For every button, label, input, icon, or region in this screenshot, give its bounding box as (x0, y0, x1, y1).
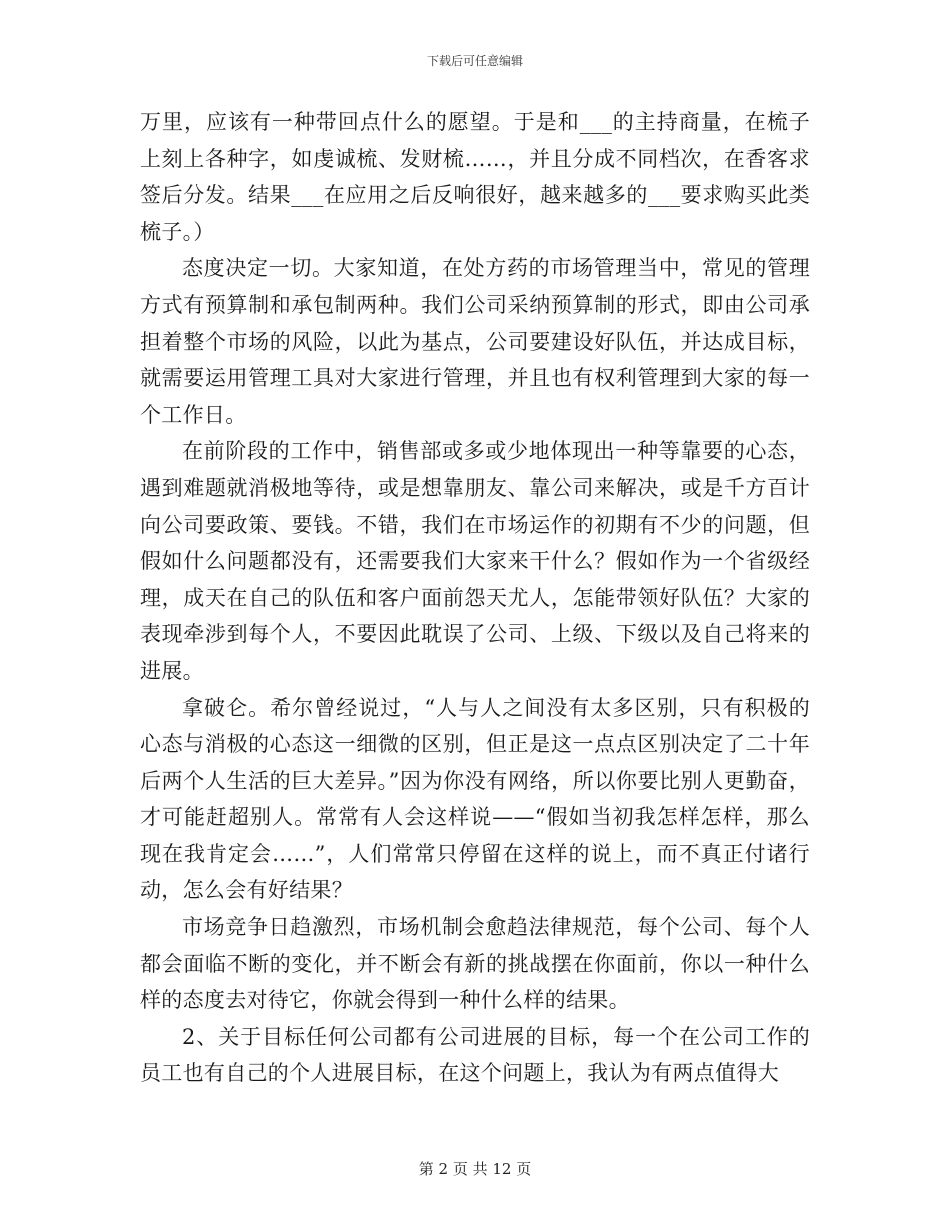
paragraph-3: 在前阶段的工作中，销售部或多或少地体现出一种等靠要的心态，遇到难题就消极地等待，或是想靠朋友、靠公司来解决，或是千方百计向公司要政策、要钱。不错，我们在市场运作的初期有不少的问题，但假如什么问题都没有，还需要我们大家来干什么？假如作为一个省级经理，成天在自己的队伍和客户面前怨天尤人，怎能带领好队伍？大家的表现牵涉到每个人，不要因此耽误了公司、上级、下级以及自己将来的进展。 (140, 439, 810, 683)
paragraph-5: 市场竞争日趋激烈，市场机制会愈趋法律规范，每个公司、每个人都会面临不断的变化，并不断会有新的挑战摆在你面前，你以一种什么样的态度去对待它，你就会得到一种什么样的结果。 (140, 915, 810, 1013)
paragraph-2: 态度决定一切。大家知道，在处方药的市场管理当中，常见的管理方式有预算制和承包制两种。我们公司采纳预算制的形式，即由公司承担着整个市场的风险，以此为基点，公司要建设好队伍，并达成目标，就需要运用管理工具对大家进行管理，并且也有权利管理到大家的每一个工作日。 (140, 256, 810, 427)
document-body (140, 104, 810, 1092)
paragraph-1: 万里，应该有一种带回点什么的愿望。于是和___的主持商量，在梳子上刻上各种字，如虔诚梳、发财梳……，并且分成不同档次，在香客求签后分发。结果___在应用之后反响很好，越来越多的___要求购买此类梳子。） (140, 110, 810, 244)
paragraph-4: 拿破仑。希尔曾经说过，“人与人之间没有太多区别，只有积极的心态与消极的心态这一细微的区别，但正是这一点点区别决定了二十年后两个人生活的巨大差异。”因为你没有网络，所以你要比别人更勤奋，才可能赶超别人。常常有人会这样说——“假如当初我怎样怎样，那么现在我肯定会……”，人们常常只停留在这样的说上，而不真正付诸行动，怎么会有好结果？ (140, 695, 810, 903)
page-header: 下载后可任意编辑 (426, 54, 523, 68)
paragraph-6: 2、关于目标任何公司都有公司进展的目标，每一个在公司工作的员工也有自己的个人进展目标，在这个问题上，我认为有两点值得大 (140, 1024, 810, 1086)
page-number-footer: 第 2 页 共 12 页 (418, 1160, 532, 1178)
